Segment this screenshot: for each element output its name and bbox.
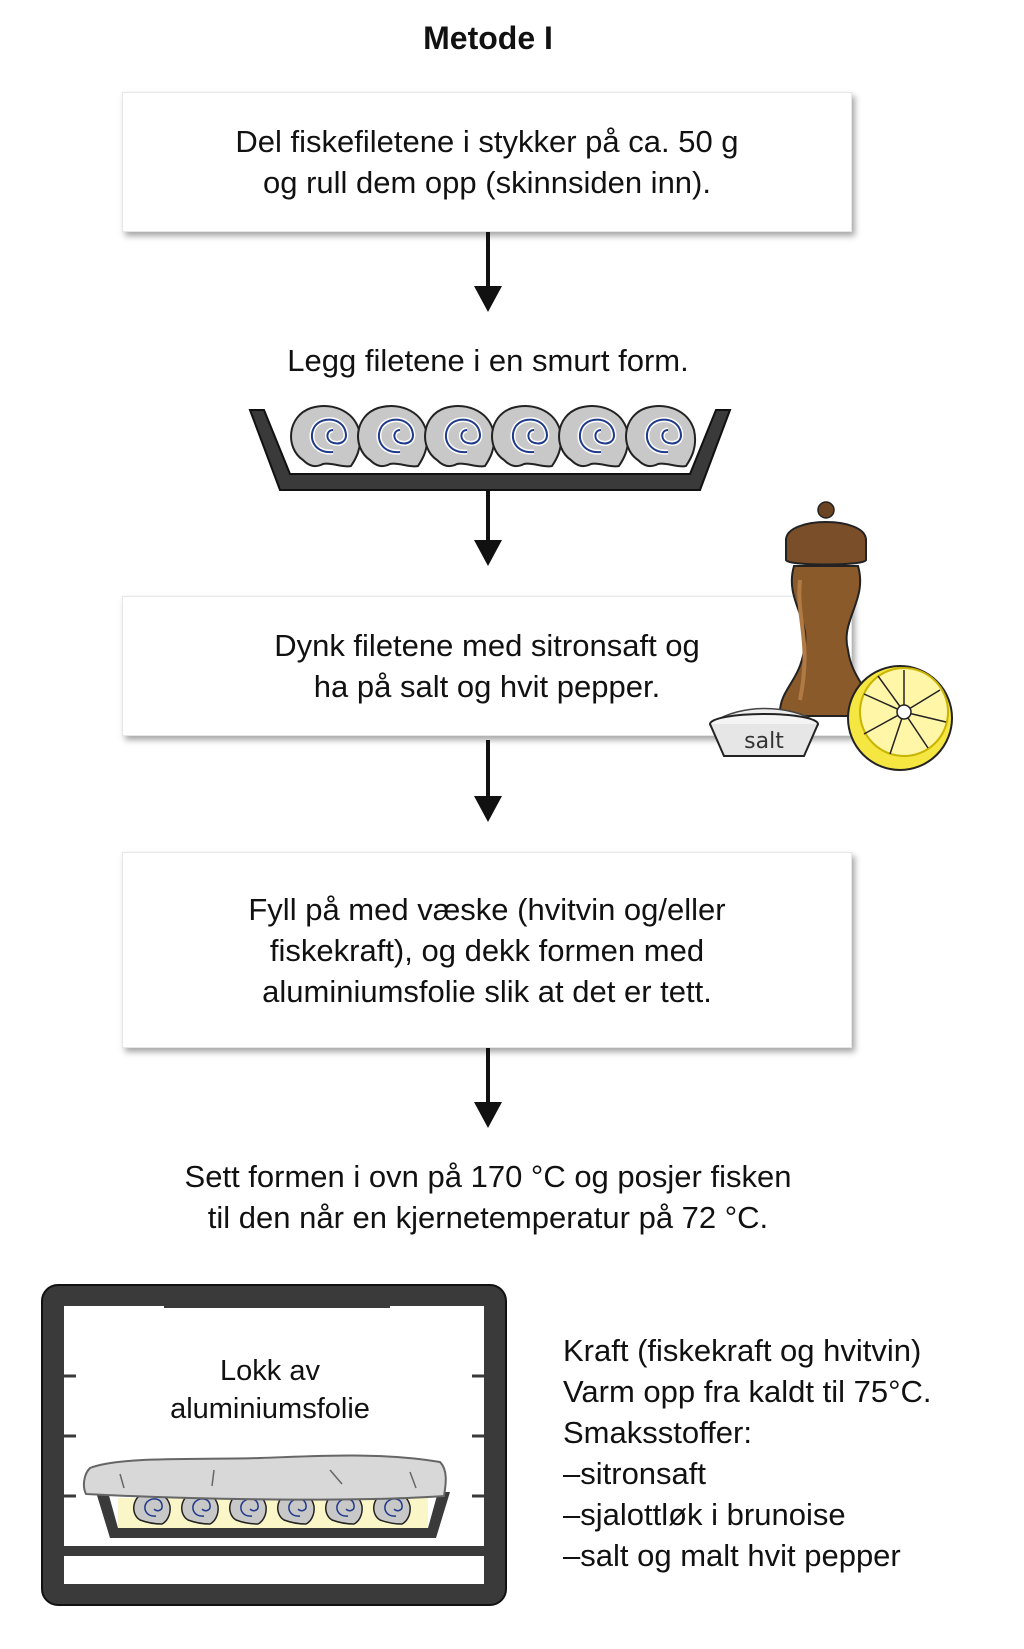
notes-block xyxy=(563,1330,931,1576)
step-4-line-2: fiskekraft), og dekk formen med xyxy=(269,932,705,968)
diagram-title: Metode I xyxy=(423,20,553,56)
step-1-line-2: og rull dem opp (skinnsiden inn). xyxy=(262,165,711,200)
notes-line-5: –sjalottløk i brunoise xyxy=(563,1497,846,1532)
fish-rolls-icon xyxy=(291,406,695,466)
step-5-line-1: Sett formen i ovn på 170 °C og posjer fisken xyxy=(184,1159,792,1194)
step-3-line-1: Dynk filetene med sitronsaft og xyxy=(274,628,700,663)
oven-label-line-1: Lokk av xyxy=(220,1355,320,1387)
step-2-text: Legg filetene i en smurt form. xyxy=(287,343,689,378)
notes-line-2: Varm opp fra kaldt til 75°C. xyxy=(563,1374,932,1409)
notes-line-3: Smaksstoffer: xyxy=(563,1415,752,1450)
step-4-line-1: Fyll på med væske (hvitvin og/eller xyxy=(248,891,726,927)
oven-lid-label xyxy=(120,1352,420,1428)
notes-line-6: –salt og malt hvit pepper xyxy=(563,1538,901,1573)
step-3-line-2: ha på salt og hvit pepper. xyxy=(313,669,661,704)
salt-label: salt xyxy=(744,729,784,754)
pepper-mill-icon xyxy=(780,502,872,716)
notes-line-4: –sitronsaft xyxy=(563,1456,707,1491)
step-5-line-2: til den når en kjernetemperatur på 72 °C. xyxy=(207,1200,769,1235)
oven-label-line-2: aluminiumsfolie xyxy=(170,1393,370,1425)
salt-bowl-icon xyxy=(710,709,818,757)
lemon-icon xyxy=(848,666,952,770)
notes-line-1: Kraft (fiskekraft og hvitvin) xyxy=(563,1333,922,1368)
step-1-line-1: Del fiskefiletene i stykker på ca. 50 g xyxy=(235,124,739,159)
step-4-line-3: aluminiumsfolie slik at det er tett. xyxy=(262,973,712,1009)
oven-icon xyxy=(42,1285,506,1605)
